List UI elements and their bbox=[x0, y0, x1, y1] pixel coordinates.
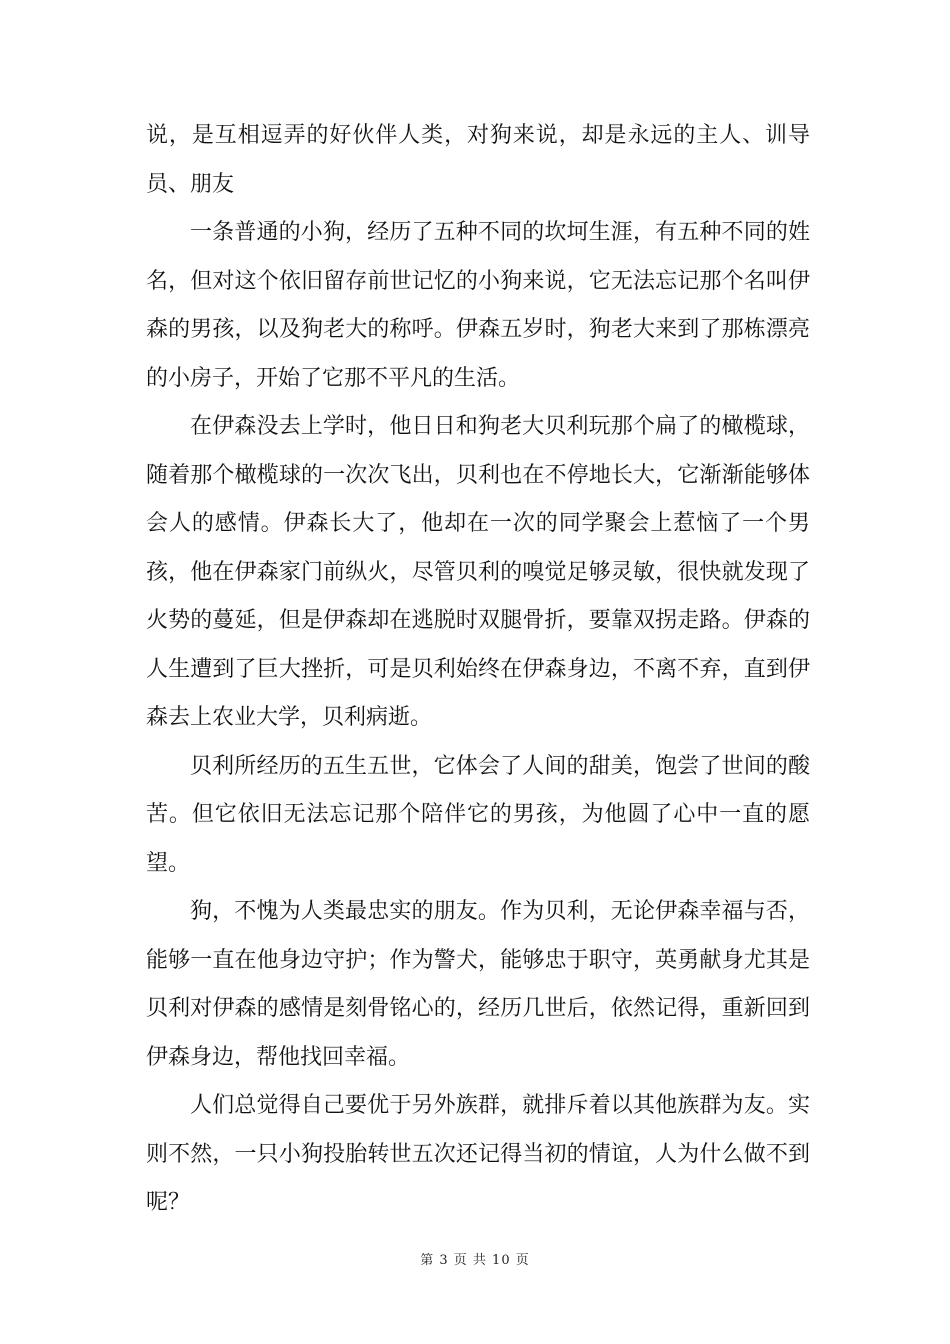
paragraph-story: 在伊森没去上学时，他日日和狗老大贝利玩那个扁了的橄榄球，随着那个橄榄球的一次次飞出，贝利也在不停地长大，它渐渐能够体会人的感情。伊森长大了，他却在一次的同学聚会上惹恼了一个男孩，他在伊森家门前纵火，尽管贝利的嗅觉足够灵敏，很快就发现了火势的蔓延，但是伊森却在逃脱时双腿骨折，要靠双拐走路。伊森的人生遭到了巨大挫折，可是贝利始终在伊森身边，不离不弃，直到伊森去上农业大学，贝利病逝。 bbox=[146, 414, 810, 730]
document-body bbox=[146, 112, 810, 1228]
paragraph-continuation: 说，是互相逗弄的好伙伴人类，对狗来说，却是永远的主人、训导员、朋友 bbox=[146, 123, 810, 197]
page-footer: 第 3 页 共 10 页 bbox=[420, 1253, 530, 1268]
paragraph-summary: 一条普通的小狗，经历了五种不同的坎坷生涯，有五种不同的姓名，但对这个依旧留存前世记忆的小狗来说，它无法忘记那个名叫伊森的男孩，以及狗老大的称呼。伊森五岁时，狗老大来到了那栋漂亮的小房子，开始了它那不平凡的生活。 bbox=[146, 220, 810, 391]
paragraph-loyalty: 狗，不愧为人类最忠实的朋友。作为贝利，无论伊森幸福与否，能够一直在他身边守护；作为警犬，能够忠于职守，英勇献身尤其是贝利对伊森的感情是刻骨铭心的，经历几世后，依然记得，重新回到伊森身边，帮他找回幸福。 bbox=[146, 899, 810, 1070]
paragraph-five-lives: 贝利所经历的五生五世，它体会了人间的甜美，饱尝了世间的酸苦。但它依旧无法忘记那个陪伴它的男孩，为他圆了心中一直的愿望。 bbox=[146, 753, 810, 876]
paragraph-conclusion: 人们总觉得自己要优于另外族群，就排斥着以其他族群为友。实则不然，一只小狗投胎转世五次还记得当初的情谊，人为什么做不到呢？ bbox=[146, 1093, 810, 1215]
